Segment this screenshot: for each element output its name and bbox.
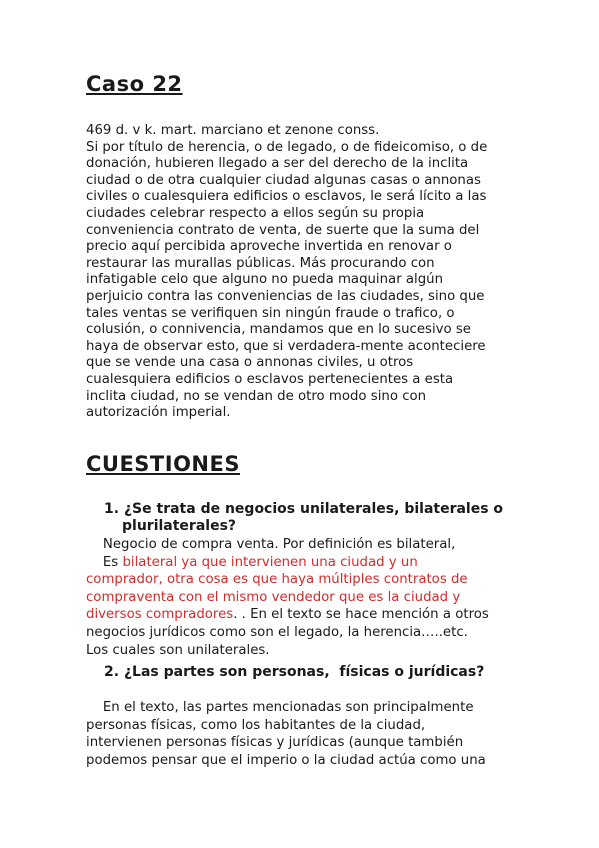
answer-line: Los cuales son unilaterales.	[86, 642, 270, 658]
question-number: 1.	[104, 501, 120, 517]
answer-text: Es	[86, 554, 123, 570]
answer-line: podemos pensar que el imperio o la ciudad actúa como una	[86, 752, 486, 768]
case-text-line: ciudades celebrar respecto a ellos según su propia	[86, 205, 425, 221]
case-text-line: donación, hubieren llegado a ser del derecho de la inclita	[86, 156, 469, 172]
case-text	[86, 123, 526, 422]
question-number: 2.	[104, 664, 120, 680]
answer-text: . . En el texto se hace mención a otros	[233, 607, 489, 623]
answer-line: intervienen personas físicas y jurídicas (aunque también	[86, 735, 464, 751]
case-text-line: restaurar las murallas públicas. Más procurando con	[86, 255, 435, 271]
case-text-line: Si por título de herencia, o de legado, o de fideicomiso, o de	[86, 139, 488, 155]
case-text-line: colusión, o connivencia, mandamos que en lo sucesivo se	[86, 322, 471, 338]
answer-line	[86, 554, 526, 572]
case-title: Caso 22	[86, 72, 183, 96]
question-text: ¿Se trata de negocios unilaterales, bilaterales o	[123, 501, 504, 517]
case-text-line: que se vende una casa o annonas civiles, u otros	[86, 355, 414, 371]
question-text: ¿Las partes son personas, físicas o jurídicas?	[123, 664, 485, 680]
case-text-line: perjuicio contra las conveniencias de las ciudades, sino que	[86, 288, 485, 304]
question-1-continuation: plurilaterales?	[122, 518, 237, 534]
answer-line: Negocio de compra venta. Por definición es bilateral,	[86, 537, 456, 552]
highlighted-text: comprador, otra cosa es que haya múltiples contratos de	[86, 572, 468, 588]
case-text-line: tales ventas se verifiquen sin ningún fraude o trafico, o	[86, 305, 455, 321]
case-text-line: ciudad o de otra cualquier ciudad algunas casas o annonas	[86, 172, 481, 188]
highlighted-text: compraventa con el mismo vendedor que es la ciudad y	[86, 589, 461, 605]
question-2	[104, 664, 484, 681]
answer-2	[86, 699, 526, 769]
highlighted-text: diversos compradores	[86, 607, 234, 623]
case-text-line: infatigable celo que alguno no pueda maquinar algún	[86, 272, 444, 288]
case-text-line: 469 d. v k. mart. marciano et zenone conss.	[86, 123, 380, 138]
case-text-line: autorización imperial.	[86, 405, 231, 421]
answer-line: negocios jurídicos como son el legado, la herencia…..etc.	[86, 624, 468, 640]
case-text-line: haya de observar esto, que si verdadera-mente aconteciere	[86, 338, 486, 354]
answer-1	[86, 536, 526, 659]
case-text-line: conveniencia contrato de venta, de suerte que la suma del	[86, 222, 480, 238]
answer-line: En el texto, las partes mencionadas son principalmente	[86, 700, 474, 715]
case-text-line: precio aquí percibida aproveche invertida en renovar o	[86, 239, 452, 255]
case-text-line: civiles o cualesquiera edificios o esclavos, le será lícito a las	[86, 189, 487, 205]
case-text-line: cualesquiera edificios o esclavos pertenecientes a esta	[86, 371, 454, 387]
answer-line: personas físicas, como los habitantes de la ciudad,	[86, 717, 426, 733]
case-text-line: inclita ciudad, no se vendan de otro modo sino con	[86, 388, 427, 404]
section-title: CUESTIONES	[86, 452, 240, 476]
question-1	[104, 501, 503, 518]
highlighted-text: bilateral ya que intervienen una ciudad y un	[122, 554, 418, 570]
answer-line	[86, 606, 526, 624]
